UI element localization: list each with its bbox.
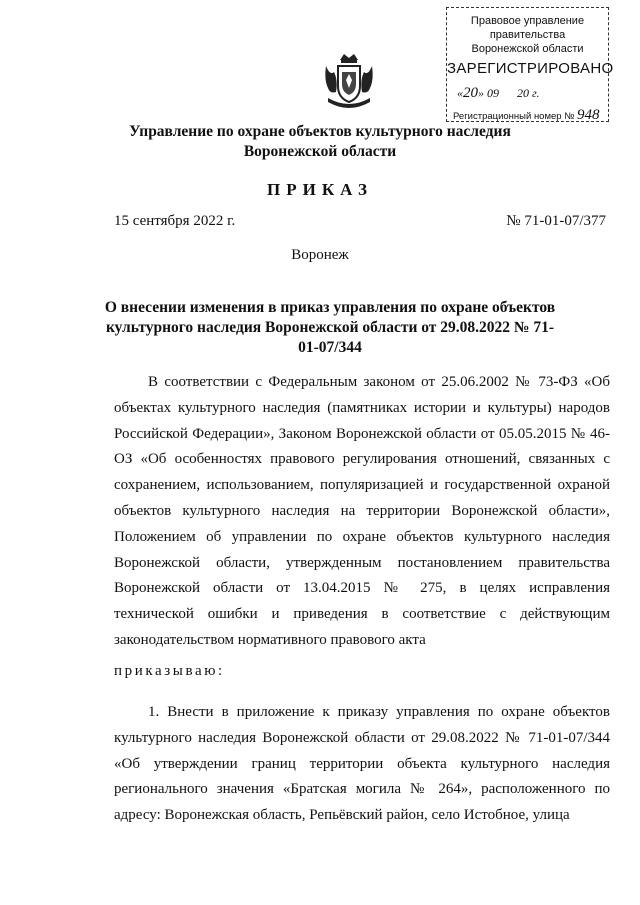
- document-subject: [100, 298, 560, 358]
- stamp-reg-label: Регистрационный номер №: [453, 111, 575, 122]
- clause-1-paragraph: 1. Внести в приложение к приказу управления по охране объектов культурного наследия Воронежской области от 29.08.2022 № 71-01-07/344 «Об утверждении границ территории объекта культурного наследия регионального значения «Братская могила № 264», расположенного по адресу: Воронежская область, Репьёвский район, село Истобное, улица: [114, 704, 610, 824]
- stamp-date-year: 20 г.: [517, 86, 540, 100]
- stamp-date-prefix: «: [457, 86, 463, 100]
- document-city: Воронеж: [291, 247, 349, 263]
- stamp-line2: Воронежской области: [471, 43, 584, 55]
- subject-line1: О внесении изменения в приказ управления по охране объектов: [104, 299, 556, 316]
- coat-of-arms-icon: [320, 50, 378, 112]
- stamp-status: ЗАРЕГИСТРИРОВАНО: [447, 60, 614, 77]
- stamp-header: [447, 14, 608, 56]
- stamp-date-day: 20: [463, 85, 478, 101]
- document-number: № 71-01-07/377: [506, 213, 606, 229]
- stamp-reg-number: 948: [577, 107, 600, 123]
- subject-line2: культурного наследия Воронежской области от 29.08.2022 № 71-01-07/344: [105, 319, 555, 356]
- document-date: 15 сентября 2022 г.: [114, 213, 236, 229]
- preamble-paragraph: В соответствии с Федеральным законом от 25.06.2002 № 73-ФЗ «Об объектах культурного наследия (памятниках истории и культуры) народов Российской Федерации», Законом Воронежской области от 05.05.2015 № 46-ОЗ «Об особенностях правового регулирования отношений, связанных с сохранением, использованием, популяризацией и государственной охраной объектов культурного наследия на территории Воронежской области», Положением об управлении по охране объектов культурного наследия Воронежской области, утвержденным постановлением правительства Воронежской области от 13.04.2015 № 275, в целях исправления технической ошибки и приведения в соответствие с действующим законодательством нормативного правового акта: [114, 374, 610, 648]
- organization-name: [0, 122, 640, 162]
- stamp-date: [457, 85, 604, 102]
- stamp-date-mid: » 09: [478, 86, 499, 100]
- registration-stamp: [446, 7, 614, 123]
- document-type: ПРИКАЗ: [267, 180, 373, 199]
- org-line2: Воронежской области: [243, 143, 397, 160]
- decree-word: приказываю:: [114, 663, 225, 679]
- org-line1: Управление по охране объектов культурного наследия: [129, 123, 511, 140]
- stamp-line1: Правовое управление правительства: [470, 15, 585, 41]
